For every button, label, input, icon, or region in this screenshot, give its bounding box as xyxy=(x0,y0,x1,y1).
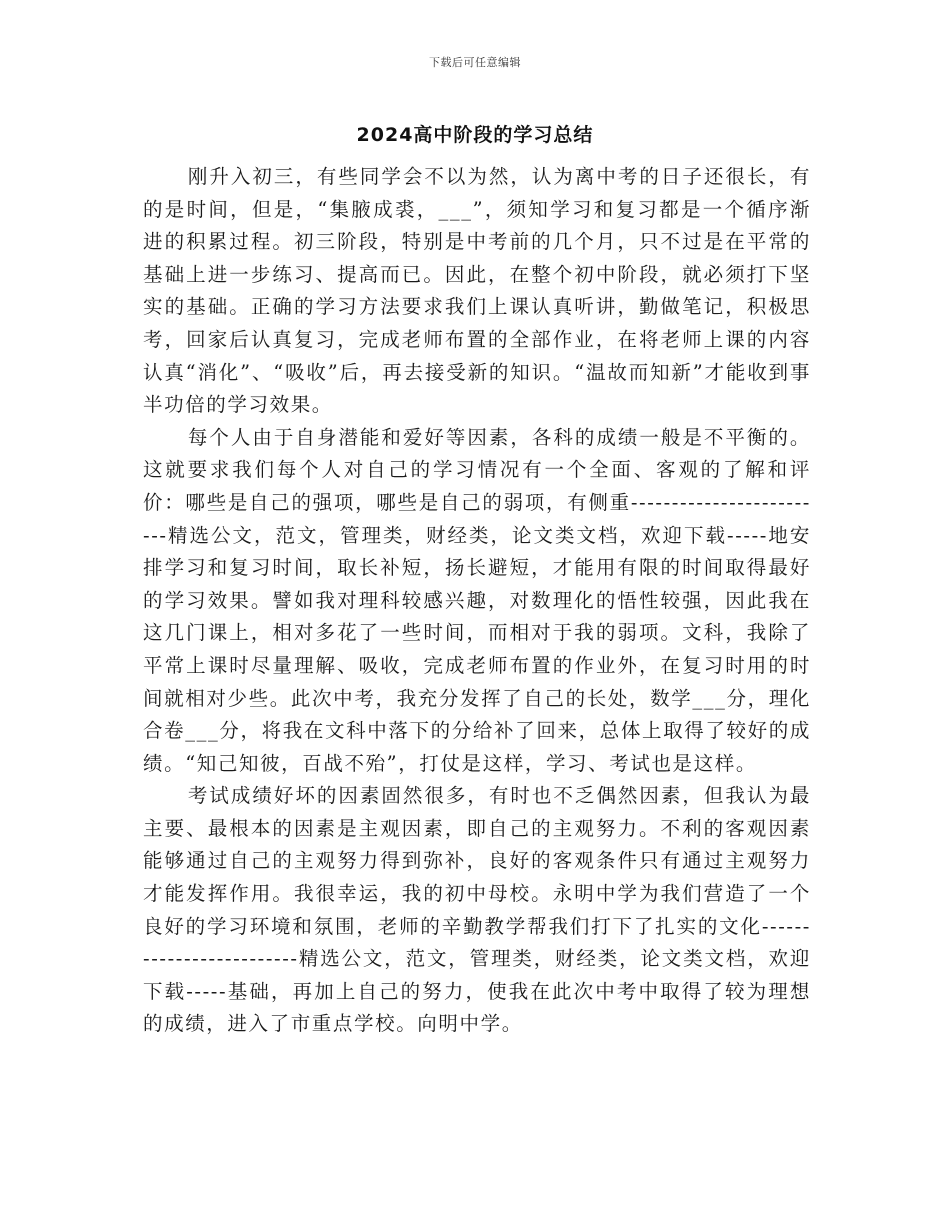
paragraph-1: 刚升入初三，有些同学会不以为然，认为离中考的日子还很长，有的是时间，但是，“集腋成裘，___”，须知学习和复习都是一个循序渐进的积累过程。初三阶段，特别是中考前的几个月，只不过是在平常的基础上进一步练习、提高而已。因此，在整个初中阶段，就必须打下坚实的基础。正确的学习方法要求我们上课认真听讲，勤做笔记，积极思考，回家后认真复习，完成老师布置的全部作业，在将老师上课的内容认真“消化”、“吸收”后，再去接受新的知识。“温故而知新”才能收到事半功倍的学习效果。 xyxy=(143,165,811,417)
header-note: 下载后可任意编辑 xyxy=(429,56,521,69)
paragraph-3: 考试成绩好坏的因素固然很多，有时也不乏偶然因素，但我认为最主要、最根本的因素是主观因素，即自己的主观努力。不利的客观因素能够通过自己的主观努力得到弥补，良好的客观条件只有通过主观努力才能发挥作用。我很幸运，我的初中母校。永明中学为我们营造了一个良好的学习环境和氛围，老师的辛勤教学帮我们打下了扎实的文化-------------------------精选公文，范文，管理类，财经类，论文类文档，欢迎下载-----基础，再加上自己的努力，使我在此次中考中取得了较为理想的成绩，进入了市重点学校。向明中学。 xyxy=(143,784,811,1036)
document-body xyxy=(143,161,811,1041)
paragraph-2: 每个人由于自身潜能和爱好等因素，各科的成绩一般是不平衡的。这就要求我们每个人对自己的学习情况有一个全面、客观的了解和评价：哪些是自己的强项，哪些是自己的弱项，有侧重-------------------------精选公文，范文，管理类，财经类，论文类文档，欢迎下载-----地安排学习和复习时间，取长补短，扬长避短，才能用有限的时间取得最好的学习效果。譬如我对理科较感兴趣，对数理化的悟性较强，因此我在这几门课上，相对多花了一些时间，而相对于我的弱项。文科，我除了平常上课时尽量理解、吸收，完成老师布置的作业外，在复习时用的时间就相对少些。此次中考，我充分发挥了自己的长处，数学___分，理化合卷___分，将我在文科中落下的分给补了回来，总体上取得了较好的成绩。“知己知彼，百战不殆”，打仗是这样，学习、考试也是这样。 xyxy=(143,425,811,775)
document-title: 2024高中阶段的学习总结 xyxy=(356,124,594,146)
